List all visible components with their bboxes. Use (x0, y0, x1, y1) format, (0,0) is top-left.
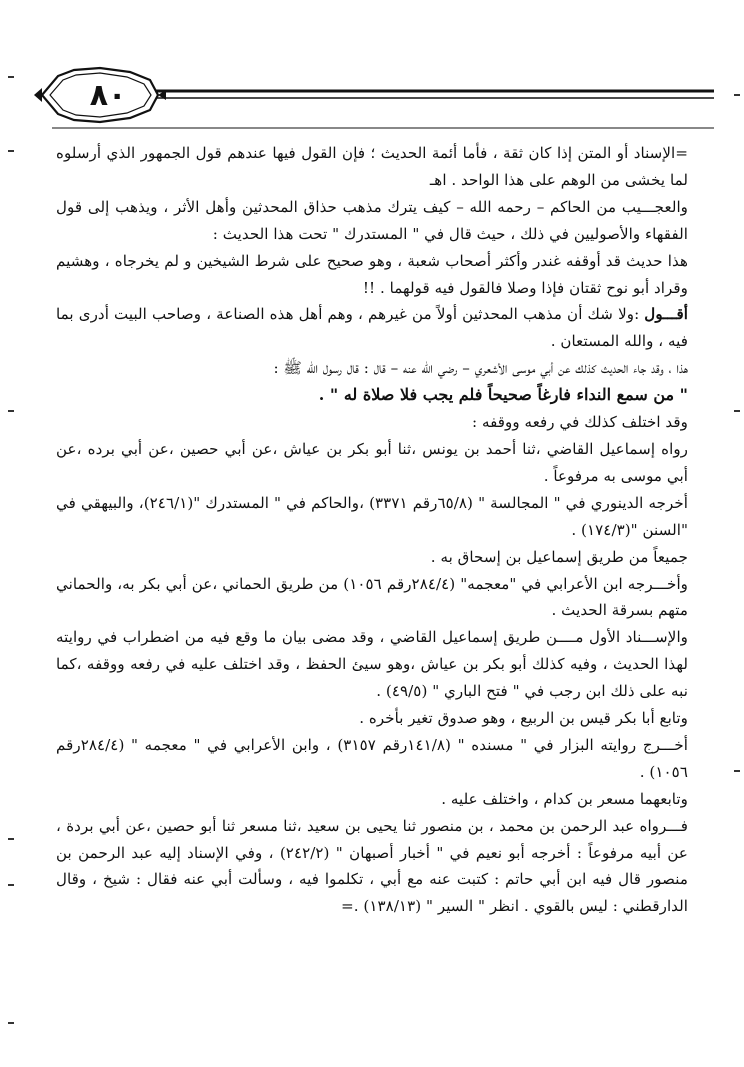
paragraph: أخـــرج روايته البزار في " مسنده " (١٤١/٨رقم ٣١٥٧) ، وابن الأعرابي في " معجمه " (٢٨٤/٤رقم ١٠٥٦) . (56, 735, 688, 781)
margin-mark (8, 410, 14, 412)
page-number: ٨٠ (89, 78, 127, 113)
paragraph: هذا ، وقد جاء الحديث كذلك عن أبي موسى الأشعري – رضي الله عنه – قال : قال رسول الله ﷺ : (273, 359, 688, 378)
margin-mark (8, 76, 14, 78)
paragraph: وتابع أبا بكر قيس بن الربيع ، وهو صدوق تغير بأخره . (359, 709, 688, 728)
paragraph-aqwal (56, 301, 688, 355)
paragraph: وتابعهما مسعر بن كدام ، واختلف عليه . (441, 789, 688, 808)
aqwal-label: أقـــول (644, 305, 688, 324)
paragraph: جميعاً من طريق إسماعيل بن إسحاق به . (430, 547, 688, 566)
paragraph: =الإسناد أو المتن إذا كان ثقة ، فأما أئمة الحديث ؛ فإن القول فيها عندهم قول الجمهور الذي أرسلوه لما يخشى من الوهم على هذا الواحد . اهـ (56, 144, 688, 189)
paragraph: وقد اختلف كذلك في رفعه ووقفه : (472, 413, 688, 432)
margin-mark (8, 1022, 14, 1024)
margin-mark (8, 838, 14, 840)
margin-mark (734, 410, 740, 412)
hadith-text: " من سمع النداء فارغاً صحيحاً فلم يجب فلا صلاة له " . (318, 385, 688, 405)
page-header (30, 62, 714, 132)
margin-mark (734, 770, 740, 772)
paragraph: هذا حديث قد أوقفه غندر وأكثر أصحاب شعبة ، وهو صحيح على شرط الشيخين و لم يخرجاه ، وهشيم وقراد أبو نوح ثقتان فإذا وصلا فالقول فيه قولهما . !! (56, 251, 688, 297)
paragraph: والإســـناد الأول مــــن طريق إسماعيل القاضي ، وقد مضى بيان ما وقع فيه من اضطراب في روايته لهذا الحديث ، وفيه كذلك أبو بكر بن عياش ،وهو سيئ الحفظ ، وقد اختلف عليه في رفعه ووقفه ،كما نبه على ذلك ابن رجب في " فتح الباري " (٤٩/٥) . (56, 628, 688, 701)
paragraph: أخرجه الدينوري في " المجالسة " (٦٥/٨رقم ٣٣٧١) ،والحاكم في " المستدرك "(٢٤٦/١)، والبيهقي في "السنن "(١٧٤/٣) . (56, 493, 689, 539)
margin-mark (8, 884, 14, 886)
paragraph: رواه إسماعيل القاضي ،ثنا أحمد بن يونس ،ثنا أبو بكر بن عياش ،عن أبي حصين ،عن أبي برده ،عن أبي موسى به مرفوعاً . (56, 439, 688, 485)
margin-mark (8, 150, 14, 152)
paragraph: وأخـــرجه ابن الأعرابي في "معجمه" (٢٨٤/٤رقم ١٠٥٦) من طريق الحماني ،عن أبي بكر به، والحماني متهم بسرقة الحديث . (56, 574, 688, 620)
paragraph: والعجـــيب من الحاكم – رحمه الله – كيف يترك مذهب حذاق المحدثين وأهل الأثر ، ويذهب إلى قول الفقهاء والأصوليين في ذلك ، حيث قال في " المستدرك " تحت هذا الحديث : (56, 197, 688, 243)
page-body (56, 140, 688, 920)
paragraph: فـــرواه عبد الرحمن بن محمد ، بن منصور ثنا يحيى بن سعيد ،ثنا مسعر ثنا أبو حصين ،عن أبي بردة ، عن أبيه مرفوعاً : أخرجه أبو نعيم في " أخبار أصبهان " (٢٤٢/٢) ، وفي الإسناد إليه عبد الرحمن بن منصور قال فيه ابن أبي حاتم : كتبت عنه مع أبي ، تكلموا فيه ، وسألت أبي عنه فقال : شيخ ، وقال الدارقطني : ليس بالقوي . انظر " السير " (١٣٨/١٣) .= (56, 816, 688, 916)
margin-mark (734, 94, 740, 96)
aqwal-text: :ولا شك أن مذهب المحدثين أولاً من غيرهم ، وهم أهل هذه الصناعة ، وصاحب البيت أدرى بما فيه ، والله المستعان . (56, 305, 688, 351)
